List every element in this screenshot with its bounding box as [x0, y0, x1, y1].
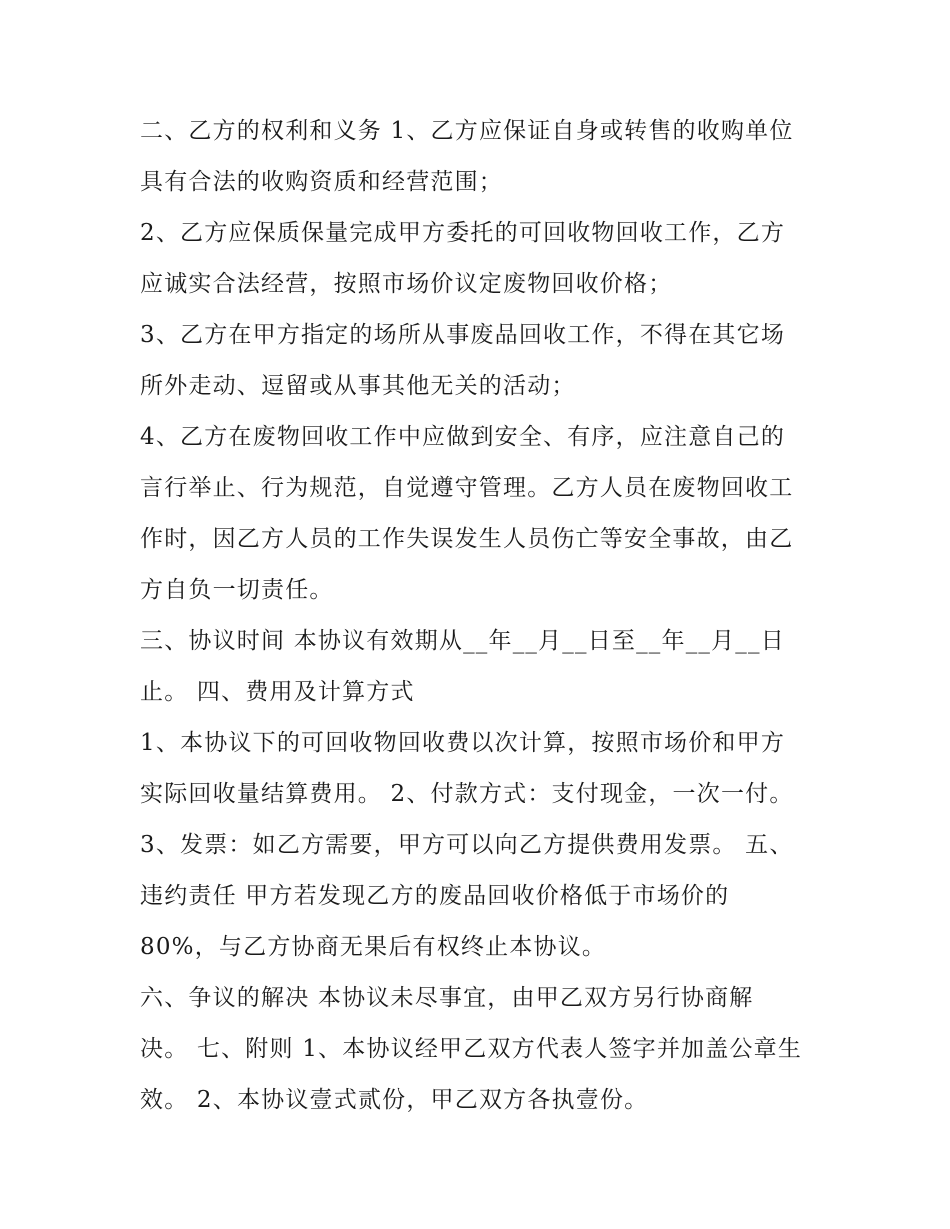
- text-line: 3、发票：如乙方需要，甲方可以向乙方提供费用发票。 五、: [140, 832, 794, 858]
- text-line: 实际回收量结算费用。 2、付款方式：支付现金，一次一付。: [140, 781, 794, 807]
- text-line: 1、本协议下的可回收物回收费以次计算，按照市场价和甲方: [140, 730, 786, 756]
- text-line: 三、协议时间 本协议有效期从__年__月__日至__年__月__日: [140, 628, 785, 654]
- text-line: 二、乙方的权利和义务 1、乙方应保证自身或转售的收购单位: [140, 118, 794, 144]
- text-line: 具有合法的收购资质和经营范围；: [140, 169, 503, 195]
- text-line: 违约责任 甲方若发现乙方的废品回收价格低于市场价的: [140, 883, 730, 909]
- text-line: 所外走动、逗留或从事其他无关的活动；: [140, 373, 576, 399]
- text-line: 4、乙方在废物回收工作中应做到安全、有序，应注意自己的: [140, 424, 786, 450]
- text-line: 3、乙方在甲方指定的场所从事废品回收工作，不得在其它场: [140, 322, 786, 348]
- text-line: 作时，因乙方人员的工作失误发生人员伤亡等安全事故，由乙: [140, 526, 794, 552]
- text-line: 80%，与乙方协商无果后有权终止本协议。: [140, 934, 607, 960]
- text-line: 决。 七、附则 1、本协议经甲乙双方代表人签字并加盖公章生: [140, 1036, 803, 1062]
- text-line: 言行举止、行为规范，自觉遵守管理。乙方人员在废物回收工: [140, 475, 794, 501]
- text-line: 2、乙方应保质保量完成甲方委托的可回收物回收工作，乙方: [140, 220, 786, 246]
- text-line: 止。 四、费用及计算方式: [140, 679, 415, 705]
- text-line: 六、争议的解决 本协议未尽事宜，由甲乙双方另行协商解: [140, 985, 754, 1011]
- text-line: 效。 2、本协议壹式贰份，甲乙双方各执壹份。: [140, 1087, 649, 1113]
- text-line: 应诚实合法经营，按照市场价议定废物回收价格；: [140, 271, 673, 297]
- text-line: 方自负一切责任。: [140, 577, 334, 603]
